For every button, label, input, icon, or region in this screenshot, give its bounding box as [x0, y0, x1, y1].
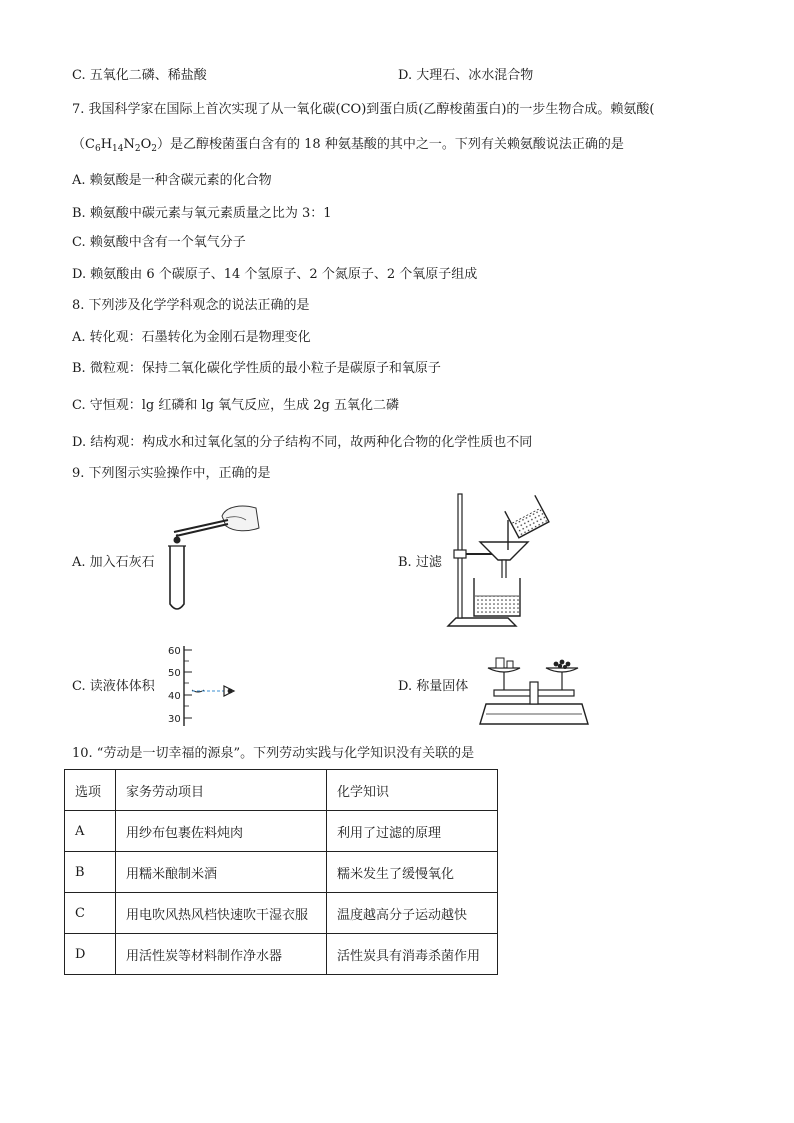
- graduated-cylinder-figure: [166, 642, 246, 728]
- table-cell: C: [65, 893, 116, 934]
- q6-option-d: D. 大理石、冰水混合物: [398, 68, 534, 83]
- table-cell: 用糯米酿制米酒: [116, 852, 327, 893]
- cylinder-tick-label: 30: [168, 714, 181, 725]
- q9-option-a-label: A. 加入石灰石: [72, 555, 155, 570]
- table-row: [65, 852, 498, 893]
- q8-option-a: A. 转化观：石墨转化为金刚石是物理变化: [72, 330, 311, 345]
- q10-table: [64, 769, 498, 975]
- cylinder-tick-label: 40: [168, 691, 181, 702]
- table-cell: A: [65, 811, 116, 852]
- q8-option-b: B. 微粒观：保持二氧化碳化学性质的最小粒子是碳原子和氧原子: [72, 361, 441, 376]
- table-cell: D: [65, 934, 116, 975]
- q9-stem: 9. 下列图示实验操作中，正确的是: [72, 466, 271, 481]
- table-row: [65, 811, 498, 852]
- table-header-row: [65, 770, 498, 811]
- q9-option-c-label: C. 读液体体积: [72, 679, 155, 694]
- q7-stem-line1: 7. 我国科学家在国际上首次实现了从一氧化碳(CO)到蛋白质(乙醇梭菌蛋白)的一步生物合成。赖氨酸(: [72, 102, 655, 117]
- q7-option-c: C. 赖氨酸中含有一个氧气分子: [72, 235, 246, 250]
- balance-scale-figure: [476, 646, 592, 728]
- q7-option-d: D. 赖氨酸由 6 个碳原子、14 个氢原子、2 个氮原子、2 个氧原子组成: [72, 267, 478, 282]
- table-cell: 糯米发生了缓慢氧化: [327, 852, 498, 893]
- table-cell: 利用了过滤的原理: [327, 811, 498, 852]
- q9-option-d-label: D. 称量固体: [398, 679, 469, 694]
- lysine-formula: $(C_6H_{14}N_2O_2)$: [72, 137, 171, 154]
- table-row: [65, 893, 498, 934]
- table-header-cell: 家务劳动项目: [116, 770, 327, 811]
- cylinder-tick-label: 50: [168, 668, 181, 679]
- filtration-apparatus-figure: [444, 490, 556, 632]
- table-cell: B: [65, 852, 116, 893]
- q7-option-a: A. 赖氨酸是一种含碳元素的化合物: [72, 173, 272, 188]
- q8-option-c: C. 守恒观：lg 红磷和 lg 氧气反应，生成 2g 五氧化二磷: [72, 398, 399, 413]
- q8-stem: 8. 下列涉及化学学科观念的说法正确的是: [72, 298, 310, 313]
- q9-option-b-label: B. 过滤: [398, 555, 442, 570]
- cylinder-tick-label: 60: [168, 646, 181, 657]
- test-tube-tongs-figure: [160, 498, 260, 616]
- table-cell: 温度越高分子运动越快: [327, 893, 498, 934]
- q10-stem: 10. “劳动是一切幸福的源泉”。下列劳动实践与化学知识没有关联的是: [72, 746, 475, 761]
- q7-stem-line2: [72, 136, 624, 158]
- table-cell: 活性炭具有消毒杀菌作用: [327, 934, 498, 975]
- table-cell: 用电吹风热风档快速吹干湿衣服: [116, 893, 327, 934]
- table-row: [65, 934, 498, 975]
- q6-option-c: C. 五氧化二磷、稀盐酸: [72, 68, 207, 83]
- table-header-cell: 选项: [65, 770, 116, 811]
- q7-stem-rest: 是乙醇梭菌蛋白含有的 18 种氨基酸的其中之一。下列有关赖氨酸说法正确的是: [170, 137, 624, 152]
- table-header-cell: 化学知识: [327, 770, 498, 811]
- q8-option-d: D. 结构观：构成水和过氧化氢的分子结构不同，故两种化合物的化学性质也不同: [72, 435, 533, 450]
- q7-option-b: B. 赖氨酸中碳元素与氧元素质量之比为 3：1: [72, 206, 332, 221]
- table-cell: 用纱布包裹佐料炖肉: [116, 811, 327, 852]
- table-cell: 用活性炭等材料制作净水器: [116, 934, 327, 975]
